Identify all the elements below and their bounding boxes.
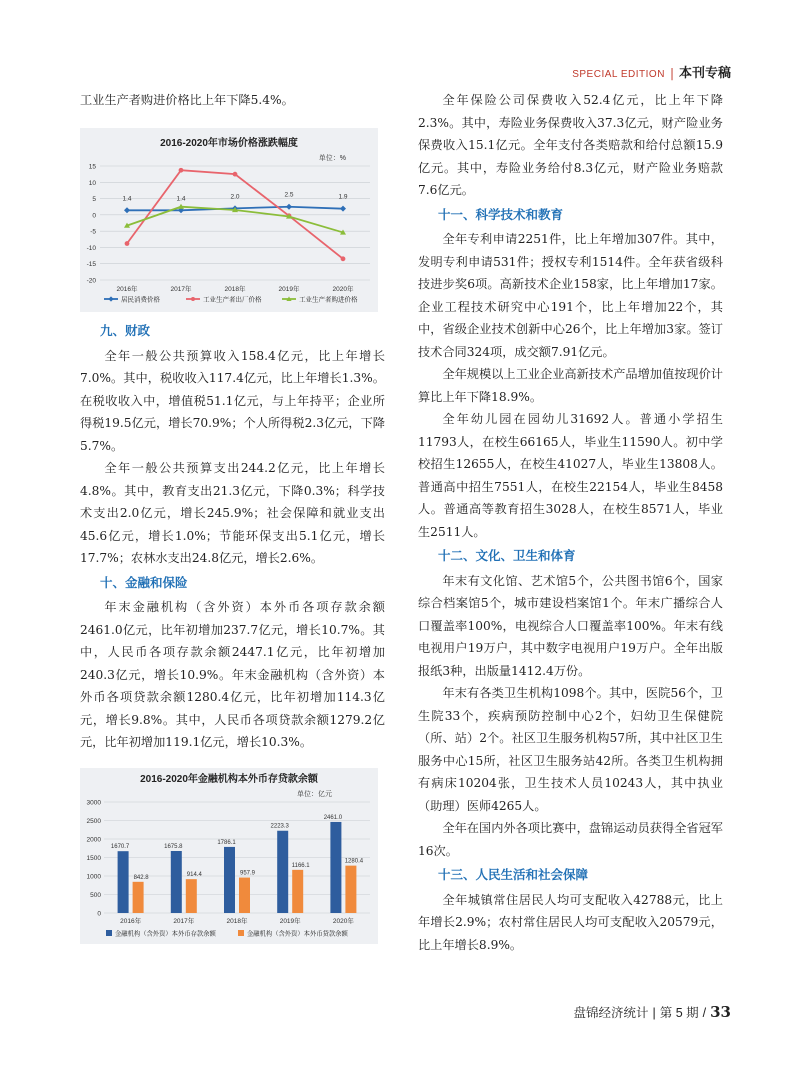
footer-divider: | [652,1006,656,1020]
data-label: 914.4 [186,872,202,879]
section-heading-finance: 九、财政 [100,324,151,338]
data-point [233,172,238,177]
price-chart-svg [80,128,378,312]
paragraph: 全年规模以上工业企业高新技术产品增加值按现价计算比上年下降18.9%。 [418,367,723,404]
bar [118,851,129,913]
y-tick-label: 0 [97,910,101,918]
page-footer [573,1003,731,1021]
y-tick-label: 5 [92,196,96,204]
page-number: 33 [710,1003,731,1021]
data-point [125,241,130,246]
y-tick-label: -10 [86,244,96,252]
data-label: 2.5 [284,191,294,199]
legend-label: 工业生产者购进价格 [299,296,358,304]
data-label: 1.4 [176,195,186,203]
x-tick-label: 2020年 [332,918,354,925]
journal-name: 盘锦经济统计 [573,1006,649,1020]
price-chart [80,128,378,312]
data-point [179,168,184,173]
y-tick-label: 0 [92,212,96,220]
x-tick-label: 2018年 [226,918,248,925]
running-header [572,62,731,81]
chart-title: 2016-2020年市场价格涨跌幅度 [160,138,298,149]
y-tick-label: 2500 [86,818,101,825]
y-tick-label: 1500 [86,855,101,862]
y-tick-label: 500 [90,892,101,899]
deposit-loan-chart-svg [80,768,378,944]
section-heading-culture: 十二、文化、卫生和体育 [438,549,576,563]
y-tick-label: -15 [86,261,96,269]
paragraph: 全年保险公司保费收入52.4亿元，比上年下降2.3%。其中，寿险业务保费收入37.3亿元，财产险业务保费收入15.1亿元。全年支付各类赔款和给付总额15.9亿元。其中，寿险业务给付8.3亿元，财产险业务赔款7.6亿元。 [418,93,723,197]
y-tick-label: -5 [90,228,96,236]
data-label: 1280.4 [344,858,364,865]
legend-swatch [106,930,112,936]
left-column-top [80,89,385,112]
footer-slash: / [702,1006,707,1020]
legend-label: 金融机构（含外资）本外币存款余额 [115,930,216,938]
x-tick-label: 2020年 [332,286,354,293]
data-label: 957.9 [239,870,256,877]
paragraph: 工业生产者购进价格比上年下降5.4%。 [80,93,294,107]
paragraph: 全年在国内外各项比赛中，盘锦运动员获得全省冠军16次。 [418,821,723,858]
bar [277,831,288,913]
legend-marker [191,297,195,301]
bar [239,878,250,913]
paragraph: 全年幼儿园在园幼儿31692人。普通小学招生11793人，在校生66165人，毕业生11590人。初中学校招生12655人，在校生41027人，毕业生13808人。普通高中招生7551人，在校生22154人，毕业生8458人。普通高等教育招生3028人，在校生8571人，毕业生2511人。 [418,412,723,539]
x-tick-label: 2019年 [279,918,301,925]
header-divider: | [669,66,674,80]
x-tick-label: 2017年 [173,918,195,925]
bar [292,870,303,913]
x-tick-label: 2019年 [278,286,300,293]
paragraph: 年末有文化馆、艺术馆5个，公共图书馆6个，国家综合档案馆5个，城市建设档案馆1个。年末广播综合人口覆盖率100%，电视综合人口覆盖率100%。年末有线电视用户19万户，其中数字电视用户19万户。全年出版报纸3种，出版量1412.4万份。 [418,573,723,678]
legend-label: 工业生产者出厂价格 [203,296,262,304]
legend-label: 金融机构（含外资）本外币贷款余额 [247,930,348,938]
bar [330,822,341,913]
edition-label: SPECIAL EDITION [572,69,665,80]
x-tick-label: 2018年 [224,286,246,293]
y-tick-label: 10 [88,179,96,187]
data-label: 842.8 [133,874,149,881]
x-tick-label: 2016年 [116,286,138,293]
section-heading-banking: 十、金融和保险 [100,575,188,590]
data-point [124,207,130,213]
chart-unit: 单位：% [318,155,346,162]
y-tick-label: 15 [88,163,96,171]
y-tick-label: 2000 [86,836,101,844]
data-label: 2.0 [230,193,240,201]
bar [345,866,356,913]
data-label: 1786.1 [217,839,236,846]
paragraph: 全年专利申请2251件，比上年增加307件。其中，发明专利申请531件；授权专利1514件。全年获省级科技进步奖6项。高新技术企业158家，比上年增加17家。企业工程技术研究中心191个，比上年增加22个，其中，省级企业技术创新中心26个，比上年增加3家。签订技术合同324项，成交额7.91亿元。 [418,232,723,359]
right-column [418,89,723,956]
data-label: 1675.8 [164,843,183,850]
data-label: 1.4 [122,195,132,203]
paragraph: 年末有各类卫生机构1098个。其中，医院56个，卫生院33个，疾病预防控制中心2个，妇幼卫生保健院（所、站）2个。社区卫生服务机构57所，其中社区卫生服务中心15所，社区卫生服务站42所。各类卫生机构拥有病床10204张，卫生技术人员10243人，其中执业（助理）医师4265人。 [418,686,723,813]
deposit-loan-chart [80,768,378,944]
left-column-body [80,318,385,754]
paragraph: 全年一般公共预算支出244.2亿元，比上年增长4.8%。其中，教育支出21.3亿元，下降0.3%；科学技术支出2.0亿元，增长245.9%；社会保障和就业支出45.6亿元，增长1.0%；节能环保支出5.1亿元，增长17.7%；农林水支出24.8亿元，增长2.6%。 [80,461,385,565]
legend-marker [108,296,113,301]
data-label: 1166.1 [291,862,310,869]
paragraph: 年末金融机构（含外资）本外币各项存款余额2461.0亿元，比年初增加237.7亿元，增长10.7%。其中，人民币各项存款余额2447.1亿元，比年初增加240.3亿元，增长10.9%。年末金融机构（含外资）本外币各项贷款余额1280.4亿元，比年初增加114.3亿元，增长9.8%。其中，人民币各项贷款余额1279.2亿元，比年初增加119.1亿元，增长10.3%。 [80,600,385,749]
bar [171,851,182,913]
legend-swatch [238,930,244,936]
data-label: 2223.3 [270,823,289,830]
section-heading-science: 十一、科学技术和教育 [438,207,564,222]
data-label: 1670.7 [110,844,130,851]
data-label: 2461.0 [323,814,343,821]
data-point [286,204,292,210]
bar [224,847,235,913]
chart-unit: 单位：亿元 [297,791,332,798]
data-point [341,256,346,261]
y-tick-label: 3000 [86,799,101,807]
data-label: 1.9 [338,193,348,201]
y-tick-label: 1000 [86,873,101,881]
column-title: 本刊专稿 [678,65,731,80]
y-tick-label: -20 [86,277,96,285]
data-point [340,206,346,212]
paragraph: 全年一般公共预算收入158.4亿元，比上年增长7.0%。其中，税收收入117.4亿元，比上年增长1.3%。在税收收入中，增值税51.1亿元，与上年持平；企业所得税19.5亿元，增长70.9%；个人所得税2.3亿元，下降5.7%。 [80,348,385,453]
bar [133,882,144,913]
chart-title: 2016-2020年金融机构本外币存贷款余额 [140,774,318,785]
paragraph: 全年城镇常住居民人均可支配收入42788元，比上年增长2.9%；农村常住居民人均可支配收入20579元，比上年增长8.9%。 [418,892,723,952]
section-heading-livelihood: 十三、人民生活和社会保障 [438,868,589,882]
x-tick-label: 2016年 [120,918,142,925]
x-tick-label: 2017年 [170,286,192,293]
issue-number: 第 5 期 [659,1006,699,1020]
bar [186,879,197,913]
legend-label: 居民消费价格 [121,296,160,304]
